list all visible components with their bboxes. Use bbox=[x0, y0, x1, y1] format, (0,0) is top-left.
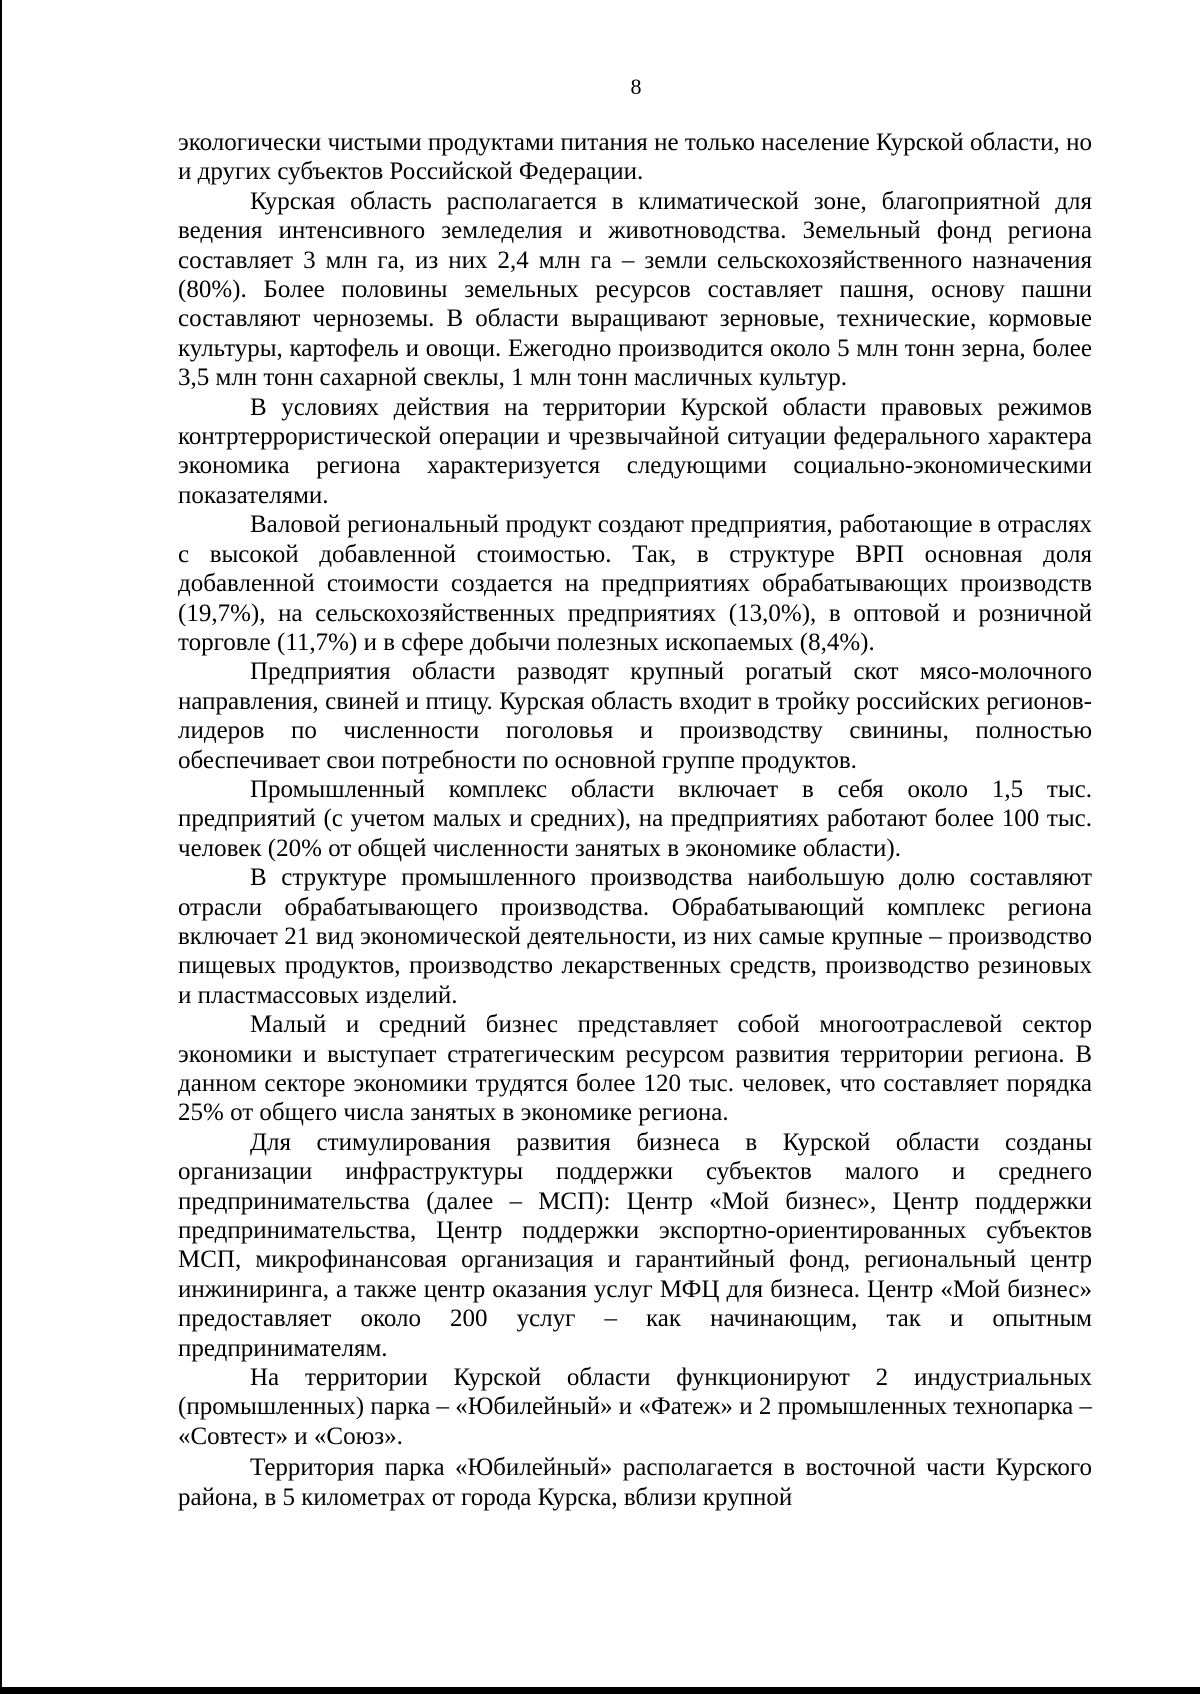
paragraph-8: Малый и средний бизнес представляет собой многоотраслевой сектор экономики и выступает стратегическим ресурсом развития территории региона. В данном секторе экономики трудятся более 120 тыс. человек, что составляет порядка 25% от общего числа занятых в экономике региона. bbox=[178, 1011, 1092, 1127]
paragraph-10: На территории Курской области функционируют 2 индустриальных (промышленных) парка – «Юбилейный» и «Фатеж» и 2 промышленных технопарка – «Совтест» и «Союз». bbox=[178, 1364, 1092, 1450]
paragraph-7: В структуре промышленного производства наибольшую долю составляют отрасли обрабатывающего производства. Обрабатывающий комплекс региона включает 21 вид экономической деятельности, из них самые крупные – производство пищевых продуктов, производство лекарственных средств, производство резиновых и пластмассовых изделий. bbox=[178, 864, 1092, 1009]
paragraph-6: Промышленный комплекс области включает в себя около 1,5 тыс. предприятий (с учетом малых и средних), на предприятиях работают более 100 тыс. человек (20% от общей численности занятых в экономике области). bbox=[178, 775, 1092, 862]
page-number: 8 bbox=[630, 74, 642, 99]
paragraph-2: Курская область располагается в климатической зоне, благоприятной для ведения интенсивного земледелия и животноводства. Земельный фонд региона составляет 3 млн га, из них 2,4 млн га – земли сельскохозяйственного назначения (80%). Более половины земельных ресурсов составляет пашня, основу пашни составляют черноземы. В области выращивают зерновые, технические, кормовые культуры, картофель и овощи. Ежегодно производится около 5 млн тонн зерна, более 3,5 млн тонн сахарной свеклы, 1 млн тонн масличных культур. bbox=[178, 187, 1092, 392]
scan-edge-left bbox=[0, 0, 2, 1694]
document-body bbox=[178, 128, 1092, 1512]
paragraph-3: В условиях действия на территории Курской области правовых режимов контртеррористической операции и чрезвычайной ситуации федерального характера экономика региона характеризуется следующими социально-экономическими показателями. bbox=[178, 393, 1092, 509]
paragraph-1: экологически чистыми продуктами питания не только население Курской области, но и других субъектов Российской Федерации. bbox=[178, 129, 1092, 186]
paragraph-9: Для стимулирования развития бизнеса в Курской области созданы организации инфраструктуры поддержки субъектов малого и среднего предпринимательства (далее – МСП): Центр «Мой бизнес», Центр поддержки предпринимательства, Центр поддержки экспортно-ориентированных субъектов МСП, микрофинансовая организация и гарантийный фонд, региональный центр инжиниринга, а также центр оказания услуг МФЦ для бизнеса. Центр «Мой бизнес» предоставляет около 200 услуг – как начинающим, так и опытным предпринимателям. bbox=[178, 1128, 1092, 1362]
scan-edge-bottom bbox=[0, 1687, 1200, 1694]
paragraph-4: Валовой региональный продукт создают предприятия, работающие в отраслях с высокой добавленной стоимостью. Так, в структуре ВРП основная доля добавленной стоимости создается на предприятиях обрабатывающих производств (19,7%), на сельскохозяйственных предприятиях (13,0%), в оптовой и розничной торговле (11,7%) и в сфере добычи полезных ископаемых (8,4%). bbox=[178, 511, 1092, 656]
paragraph-11: Территория парка «Юбилейный» располагается в восточной части Курского района, в 5 километрах от города Курска, вблизи крупной bbox=[178, 1454, 1092, 1511]
paragraph-5: Предприятия области разводят крупный рогатый скот мясо-молочного направления, свиней и птицу. Курская область входит в тройку российских регионов-лидеров по численности поголовья и производству свинины, полностью обеспечивает свои потребности по основной группе продуктов. bbox=[178, 658, 1092, 774]
